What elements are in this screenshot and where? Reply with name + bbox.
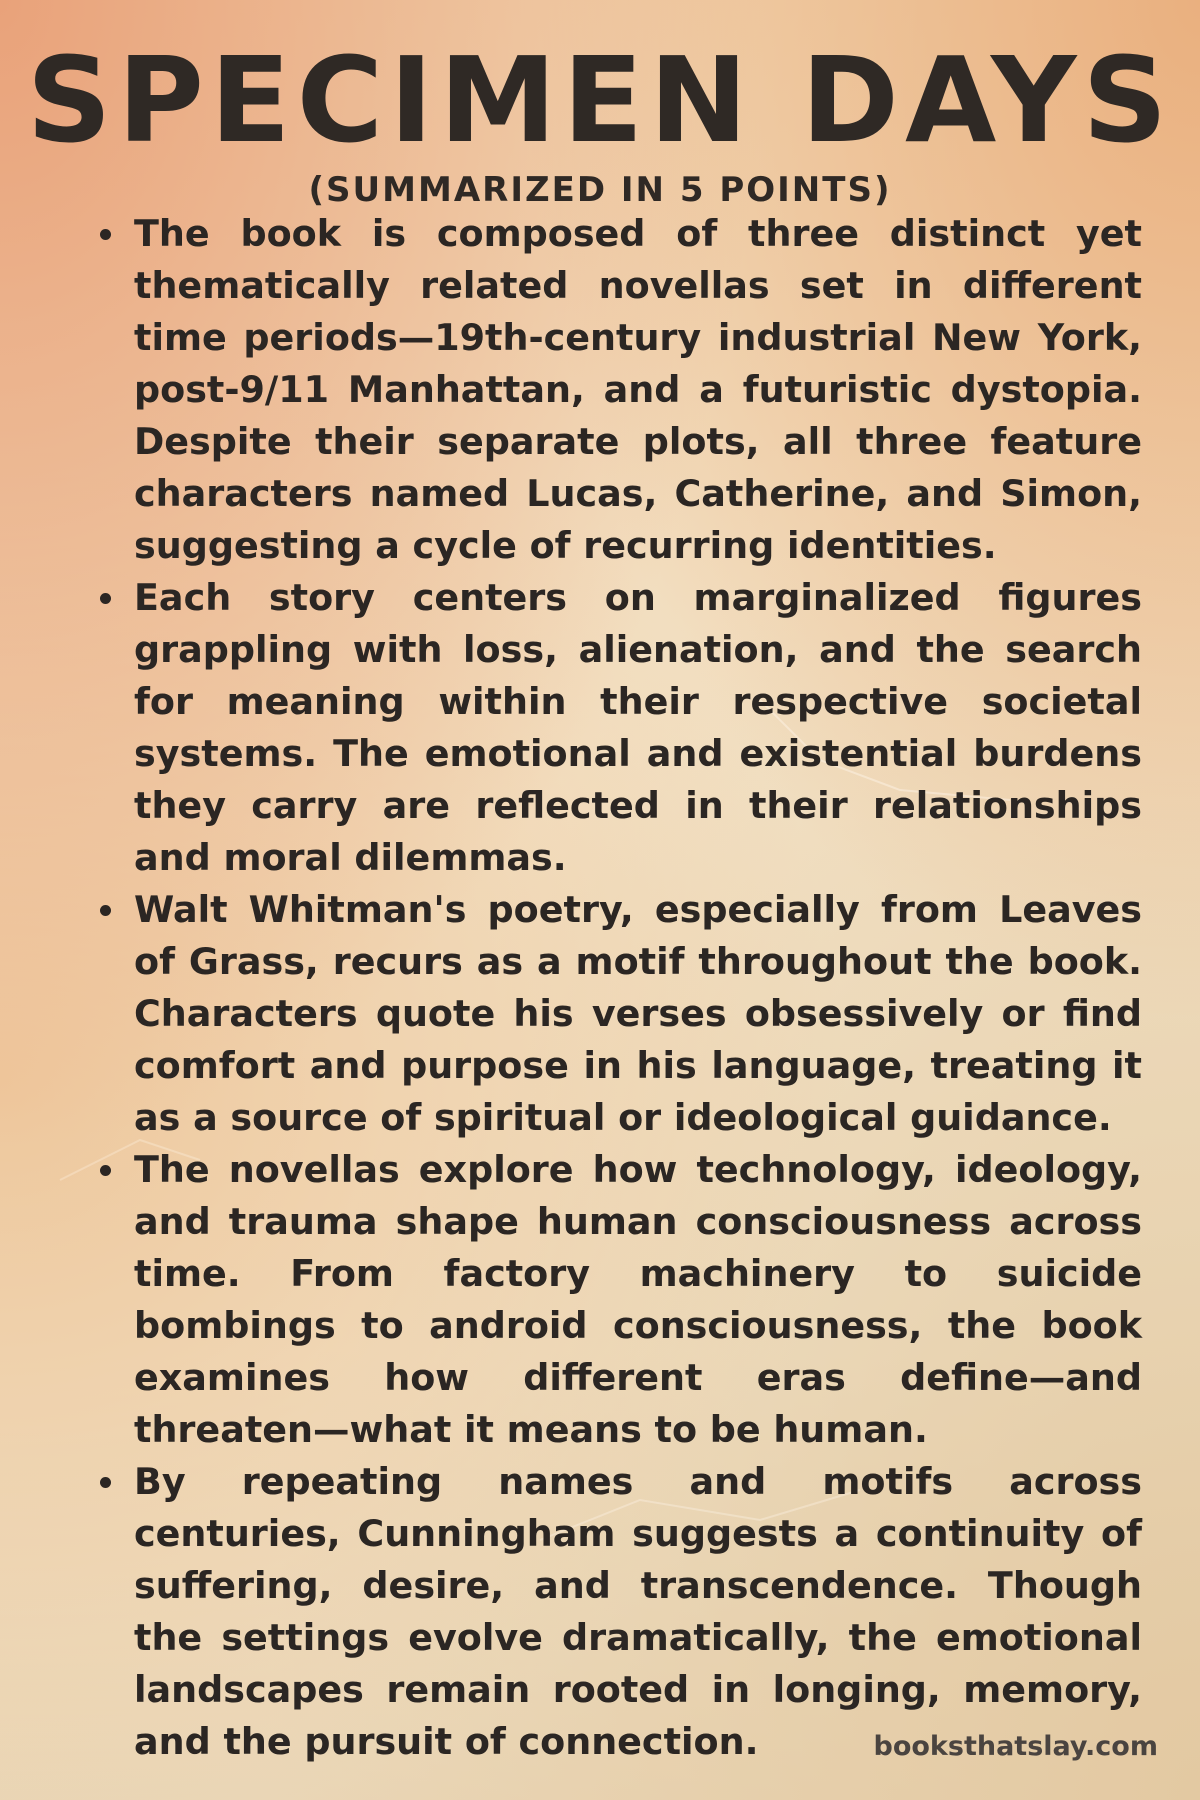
- summary-point: [92, 208, 1142, 572]
- bullet-icon: [100, 229, 111, 240]
- summary-point-text: Each story centers on marginalized figures grappling with loss, alienation, and the search for meaning within their respective societal systems. The emotional and existential burdens they carry are reflected in their relationships and moral dilemmas.: [134, 576, 1142, 879]
- site-watermark: booksthatslay.com: [873, 1731, 1158, 1762]
- summary-point: [92, 572, 1142, 884]
- summary-point-text: Walt Whitman's poetry, especially from Leaves of Grass, recurs as a motif throughout the book. Characters quote his verses obsessively or find comfort and purpose in his language, treating it as a source of spiritual or ideological guidance.: [134, 888, 1142, 1139]
- bullet-icon: [100, 1477, 111, 1488]
- bullet-icon: [100, 1165, 111, 1176]
- page-title: SPECIMEN DAYS: [26, 31, 1174, 169]
- summary-point-text: By repeating names and motifs across centuries, Cunningham suggests a continuity of suffering, desire, and transcendence. Though the settings evolve dramatically, the emotional landscapes remain rooted in longing, memory, and the pursuit of connection.: [134, 1460, 1142, 1763]
- bullet-icon: [100, 905, 111, 916]
- summary-point-text: The novellas explore how technology, ideology, and trauma shape human consciousness across time. From factory machinery to suicide bombings to android consciousness, the book examines how different eras define—and threaten—what it means to be human.: [134, 1148, 1142, 1451]
- page-subtitle: (SUMMARIZED IN 5 POINTS): [308, 170, 892, 210]
- summary-point: [92, 1456, 1142, 1768]
- summary-point-text: The book is composed of three distinct yet thematically related novellas set in different time periods—19th-century industrial New York, post-9/11 Manhattan, and a futuristic dystopia. Despite their separate plots, all three feature characters named Lucas, Catherine, and Simon, suggesting a cycle of recurring identities.: [134, 212, 1142, 567]
- summary-point: [92, 884, 1142, 1144]
- summary-points-list: [92, 208, 1142, 1768]
- summary-point: [92, 1144, 1142, 1456]
- bullet-icon: [100, 593, 111, 604]
